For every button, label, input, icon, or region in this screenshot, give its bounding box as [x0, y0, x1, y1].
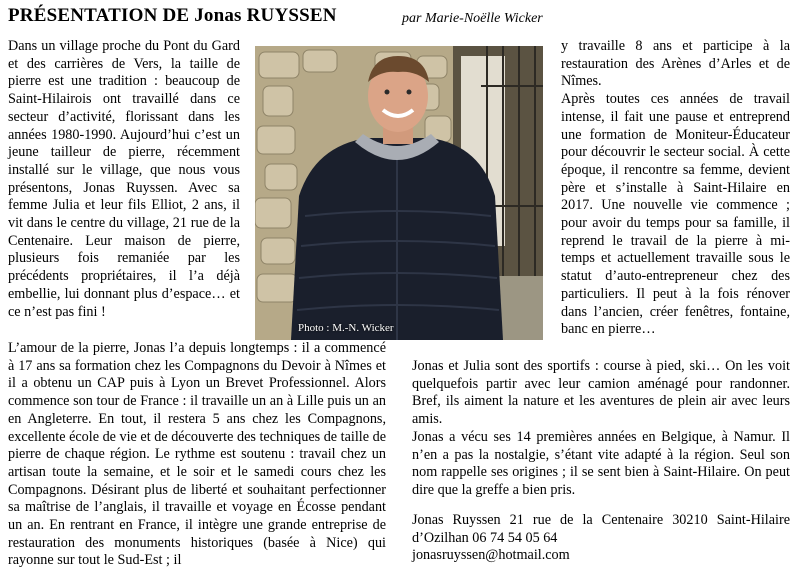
paragraph-career: L’amour de la pierre, Jonas l’a depuis longtemps : il a commencé à 17 ans sa formation chez les Compagnons du Devoir à Nîmes et il a obtenu un CAP puis à Lyon un Brevet Professionnel. Alors commence son tour de France : il travaille un an à Lille puis un an en Angleterre. En tout, il restera 5 ans chez les Compagnons, excellente école de vie et de découverte des techniques de taille de pierre de chaque région. Le rythme est soutenu : travail chez un artisan toute la semaine, et le soir et le samedi cours chez les Compagnons. Désirant plus de liberté et souhaitant perfectionner sa maîtrise de l’anglais, il travaille et voyage en Écosse pendant un an. En rentrant en France, il intègre une grande entreprise de restauration des monuments historiques (basée à Nice) qui rayonne sur tout le Sud-Est ; il [8, 340, 386, 569]
portrait-photo [255, 46, 543, 340]
photo-caption: Photo : M.-N. Wicker [298, 322, 394, 334]
author-byline: par Marie-Noëlle Wicker [402, 11, 543, 26]
contact-email[interactable]: jonasruyssen@hotmail.com [412, 547, 570, 564]
paragraph-restoration: y travaille 8 ans et participe à la restauration des Arènes d’Arles et de Nîmes. [561, 38, 790, 90]
contact-block [412, 512, 790, 565]
paragraph-sports: Jonas et Julia sont des sportifs : course à pied, ski… On les voit quelquefois partir avec leur camion aménagé pour randonner. Bref, ils aiment la nature et les aventures de plein air avec leurs amis. [412, 358, 790, 428]
paragraph-intro: Dans un village proche du Pont du Gard et des carrières de Vers, la taille de pierre est une tradition : beaucoup de Saint-Hilairois ont travaillé dans ce secteur d’activité, florissant dans les années 1980-1990. Aujourd’hui c’est un jeune tailleur de pierre, récemment installé sur le village, que nous vous présentons, Jonas Ruyssen. Avec sa femme Julia et leur fils Elliot, 2 ans, il vit dans le centre du village, 21 rue de la Centenaire. Leur maison de pierre, plusieurs fois remaniée par les précédents propriétaires, il l’a déjà embellie, lui donnant plus d’espace… et ce n’est pas fini ! [8, 38, 240, 320]
contact-address-phone: Jonas Ruyssen 21 rue de la Centenaire 30210 Saint-Hilaire d’Ozilhan 06 74 54 05 64 [412, 512, 790, 546]
paragraph-new-life: Après toutes ces années de travail intense, il fait une pause et entreprend une formation de Moniteur-Éducateur pour découvrir le secteur social. À cette époque, il rencontre sa femme, devient père et s’installe à Saint-Hilaire en 2017. Une nouvelle vie commence ; pour avoir du temps pour sa famille, il reprend le travail de la pierre à mi-temps et actuellement travaille sous le statut d’auto-entrepreneur chez des particuliers. Il peut à la fois rénover dans l’ancien, créer fenêtres, fontaine, banc en pierre… [561, 91, 790, 338]
article-left-column [8, 38, 240, 321]
portrait-illustration [255, 46, 543, 340]
article-title: PRÉSENTATION DE Jonas RUYSSEN [8, 5, 337, 26]
article-personal-block [412, 358, 790, 500]
article-right-column [561, 38, 790, 339]
paragraph-origins: Jonas a vécu ses 14 premières années en Belgique, à Namur. Il n’en a pas la nostalgie, s’étant vite adapté à la région. Seul son nom rappelle ses origines ; il se sent bien à Saint-Hilaire. On peut dire que la greffe a bien pris. [412, 428, 790, 498]
article-career-block [8, 340, 386, 570]
